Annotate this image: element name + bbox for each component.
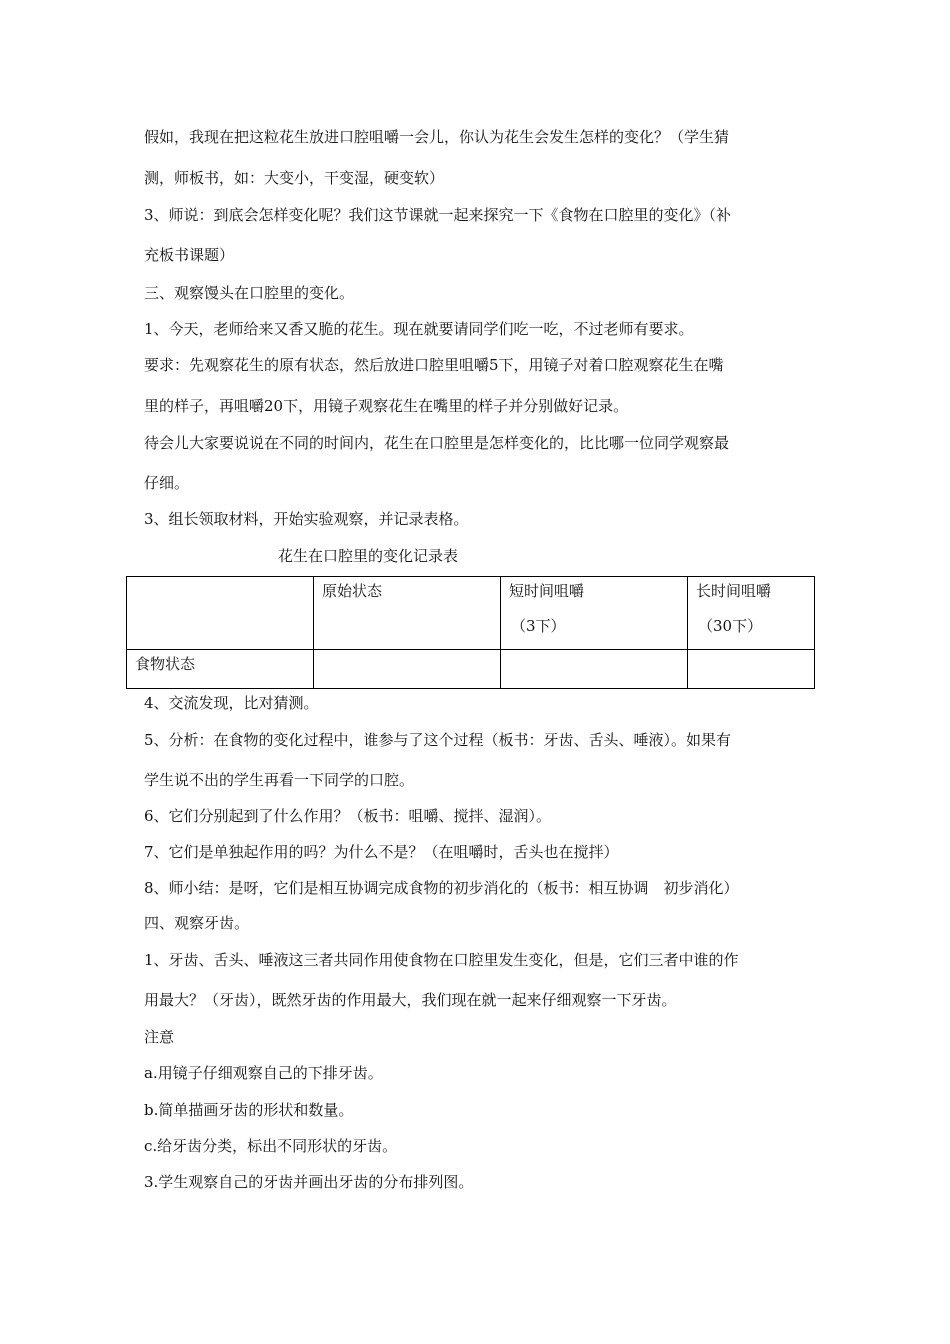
header-long-chew-count: （30下） <box>698 617 763 635</box>
paragraph-line: 要求：先观察花生的原有状态，然后放进口腔里咀嚼5下，用镜子对着口腔观察花生在嘴 <box>144 356 724 374</box>
paragraph-line: 里的样子，再咀嚼20下，用镜子观察花生在嘴里的样子并分别做好记录。 <box>144 397 629 415</box>
paragraph-line: 1、牙齿、舌头、唾液这三者共同作用使食物在口腔里发生变化，但是，它们三者中谁的作 <box>144 951 739 969</box>
paragraph-line: 8、师小结：是呀，它们是相互协调完成食物的初步消化的（板书：相互协调 初步消化） <box>144 879 739 897</box>
paragraph-line: 假如，我现在把这粒花生放进口腔咀嚼一会儿，你认为花生会发生怎样的变化？（学生猜 <box>144 128 730 146</box>
record-table <box>126 576 815 689</box>
table-row <box>127 650 815 689</box>
table-title: 花生在口腔里的变化记录表 <box>278 547 459 565</box>
list-item: a.用镜子仔细观察自己的下排牙齿。 <box>144 1064 383 1082</box>
paragraph-line: 3、组长领取材料，开始实验观察，并记录表格。 <box>144 510 469 528</box>
paragraph-line: 测，师板书，如：大变小，干变湿，硬变软） <box>144 169 445 187</box>
table-cell <box>501 650 688 689</box>
table-corner-cell <box>127 577 314 650</box>
paragraph-line: 7、它们是单独起作用的吗？为什么不是？（在咀嚼时，舌头也在搅拌） <box>144 843 619 861</box>
table-header-cell <box>314 577 501 650</box>
paragraph-line: 6、它们分别起到了什么作用？（板书：咀嚼、搅拌、湿润）。 <box>144 807 552 825</box>
table-header-row <box>127 577 815 650</box>
table-row-label: 食物状态 <box>127 650 314 689</box>
paragraph-line: 1、今天，老师给来又香又脆的花生。现在就要请同学们吃一吃，不过老师有要求。 <box>144 320 694 338</box>
table-header-cell <box>501 577 688 650</box>
note-heading: 注意 <box>144 1028 175 1046</box>
header-short-chew: 短时间咀嚼 <box>509 582 585 600</box>
paragraph-line: 5、分析：在食物的变化过程中，谁参与了这个过程（板书：牙齿、舌头、唾液）。如果有 <box>144 731 732 749</box>
table-cell <box>314 650 501 689</box>
section-heading: 三、观察馒头在口腔里的变化。 <box>144 284 355 302</box>
list-item: c.给牙齿分类，标出不同形状的牙齿。 <box>144 1137 398 1155</box>
paragraph-line: 学生说不出的学生再看一下同学的口腔。 <box>144 771 415 789</box>
paragraph-line: 用最大？（牙齿），既然牙齿的作用最大，我们现在就一起来仔细观察一下牙齿。 <box>144 991 677 1009</box>
paragraph-line: 4、交流发现，比对猜测。 <box>144 694 319 712</box>
table-cell <box>688 650 815 689</box>
paragraph-line: 待会儿大家要说说在不同的时间内，花生在口腔里是怎样变化的，比比哪一位同学观察最 <box>144 434 730 452</box>
section-heading: 四、观察牙齿。 <box>144 914 250 932</box>
paragraph-line: 仔细。 <box>144 474 190 492</box>
paragraph-line: 3.学生观察自己的牙齿并画出牙齿的分布排列图。 <box>144 1173 474 1191</box>
header-original-state: 原始状态 <box>322 582 383 600</box>
list-item: b.简单描画牙齿的形状和数量。 <box>144 1101 354 1119</box>
header-short-chew-count: （3下） <box>511 617 566 635</box>
table-header-cell <box>688 577 815 650</box>
paragraph-line: 充板书课题） <box>144 246 235 264</box>
header-long-chew: 长时间咀嚼 <box>696 582 772 600</box>
paragraph-line: 3、师说：到底会怎样变化呢？我们这节课就一起来探究一下《食物在口腔里的变化》（补 <box>144 206 732 224</box>
